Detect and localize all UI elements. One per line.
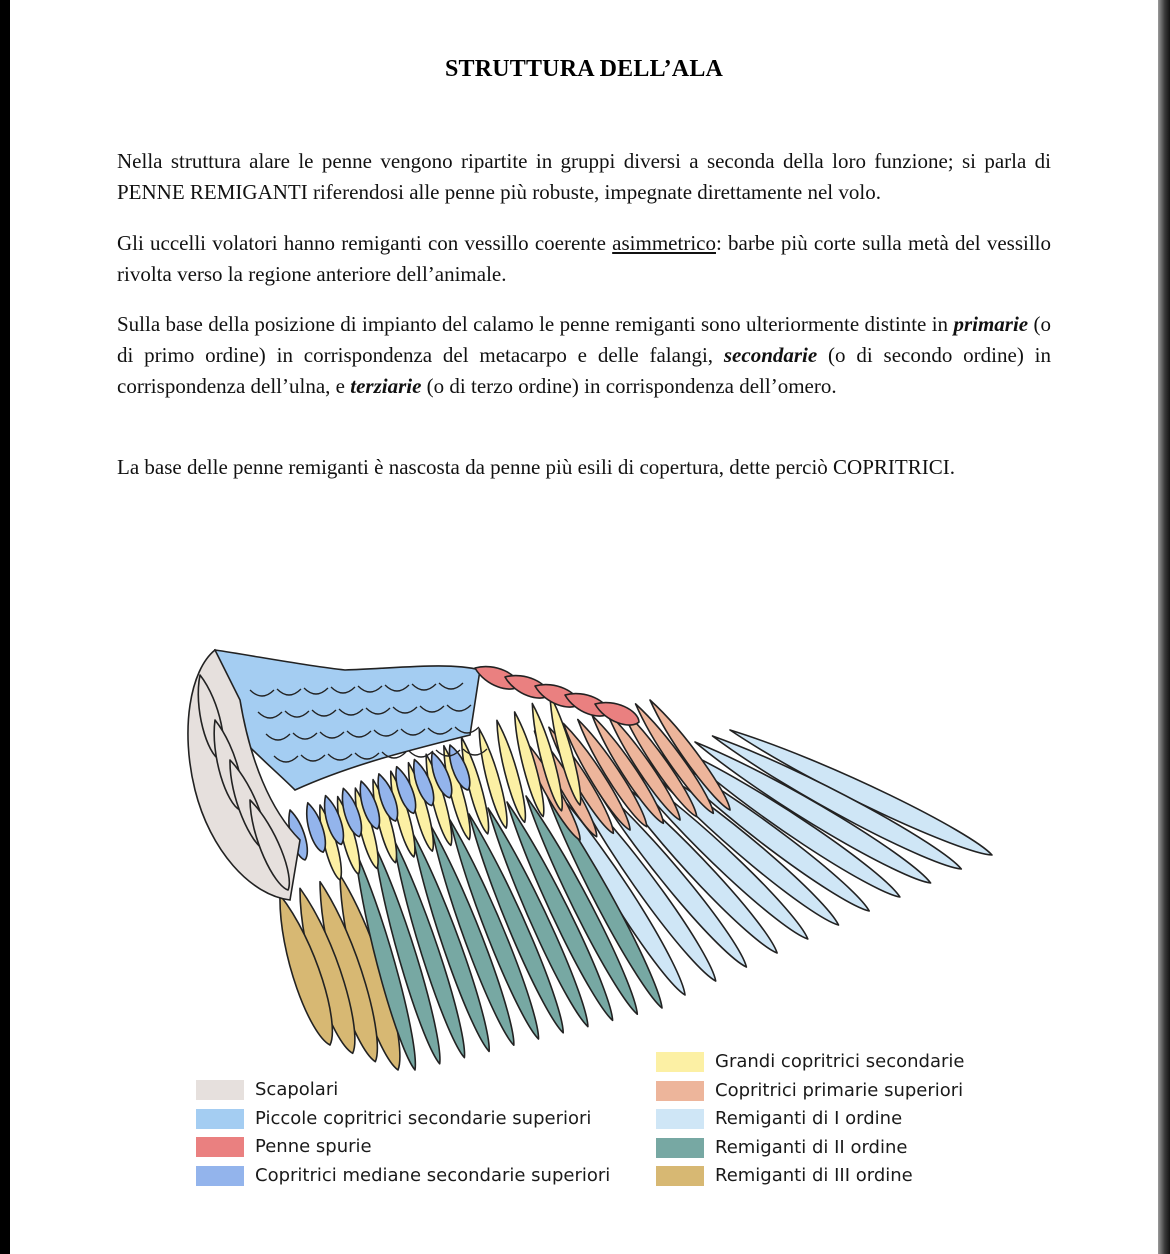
- legend-swatch: [196, 1080, 244, 1100]
- paragraph-calamo-text-3: (o di secondo ordine) in corrispondenza dell’ulna, e: [117, 343, 1051, 398]
- legend-swatch: [196, 1137, 244, 1157]
- legend-label: Remiganti di I ordine: [715, 1108, 903, 1129]
- term-terziarie: terziarie: [350, 374, 422, 398]
- legend-label: Remiganti di II ordine: [715, 1136, 908, 1158]
- paragraph-copritrici: La base delle penne remiganti è nascosta da penne più esili di copertura, dette perciò COPRITRICI.: [117, 455, 955, 479]
- term-secondarie: secondarie: [723, 343, 818, 367]
- paragraph-posizione-calamo: [117, 309, 1051, 402]
- legend-swatch: [196, 1166, 244, 1186]
- legend-label: Penne spurie: [255, 1136, 372, 1157]
- paragraph-calamo-text-4: (o di terzo ordine) in corrispondenza dell’omero.: [421, 374, 837, 398]
- document-page: [10, 0, 1158, 1254]
- wing-illustration: [170, 640, 1010, 1080]
- paragraph-vessillo-text-2: : barbe più corte sulla metà del vessillo rivolta verso la regione anteriore dell’animale.: [117, 231, 1051, 286]
- term-primarie: primarie: [953, 312, 1029, 336]
- wing-diagram: [170, 640, 1010, 1080]
- legend-label: Remiganti di III ordine: [715, 1165, 913, 1186]
- legend-swatch: [656, 1138, 704, 1158]
- legend-swatch: [656, 1109, 704, 1129]
- legend-label: Grandi copritrici secondarie: [715, 1051, 965, 1072]
- legend-label: Copritrici primarie superiori: [715, 1079, 964, 1101]
- paragraph-calamo-text-2: (o di primo ordine) in corrispondenza del metacarpo e delle falangi,: [117, 312, 1051, 367]
- paragraph-calamo-text-1: Sulla base della posizione di impianto del calamo le penne remiganti sono ulteriormente distinte in: [117, 312, 954, 336]
- underlined-asimmetrico: asimmetrico: [612, 231, 716, 255]
- page-edge-shadow: [1158, 0, 1170, 1254]
- legend-label: Scapolari: [255, 1079, 339, 1100]
- paragraph-vessillo-text-1: Gli uccelli volatori hanno remiganti con vessillo coerente: [117, 231, 613, 255]
- legend-swatch: [196, 1109, 244, 1129]
- legend-swatch: [656, 1052, 704, 1072]
- paragraph-penne-remiganti: Nella struttura alare le penne vengono ripartite in gruppi diversi a seconda della loro funzione; si parla di PENNE REMIGANTI riferendosi alle penne più robuste, impegnate direttamente nel volo.: [117, 149, 1051, 204]
- legend-label: Piccole copritrici secondarie superiori: [255, 1107, 592, 1129]
- legend-swatch: [656, 1081, 704, 1101]
- paragraph-vessillo: [117, 228, 1051, 290]
- page-title: STRUTTURA DELL’ALA: [444, 56, 724, 82]
- lesser-covert-scale: [409, 751, 433, 757]
- legend-label: Copritrici mediane secondarie superiori: [255, 1164, 611, 1186]
- legend-swatch: [656, 1166, 704, 1186]
